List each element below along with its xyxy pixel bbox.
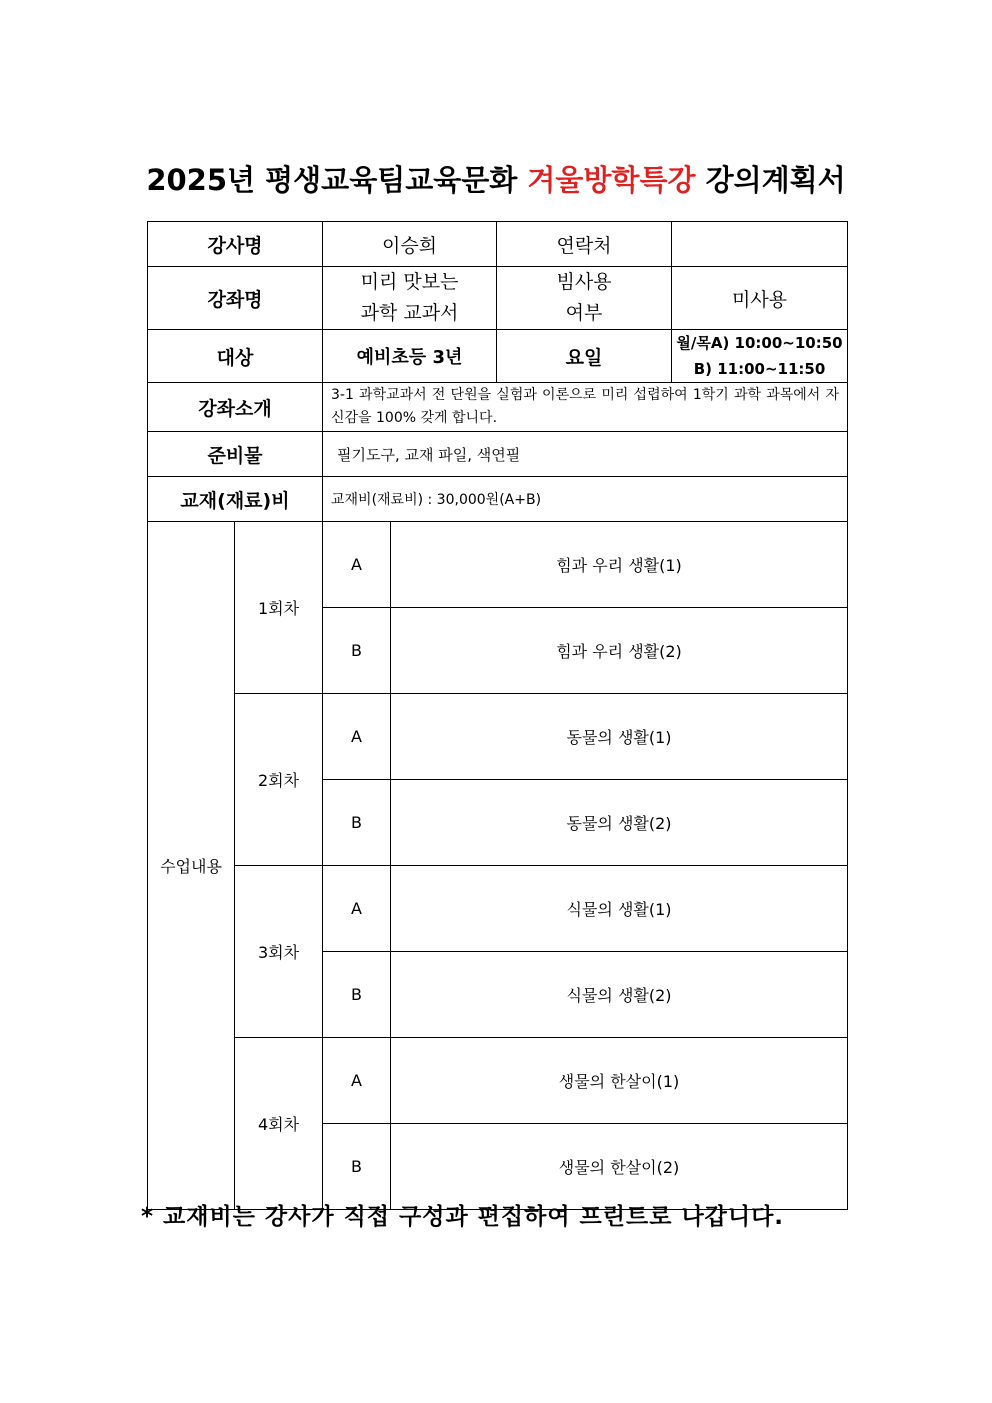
intro-label: 강좌소개 [148,383,323,432]
course-value [323,267,497,330]
instructor-label: 강사명 [148,222,323,267]
row-course [148,267,848,330]
row-instructor [148,222,848,267]
row-intro [148,383,848,432]
session-name: 1회차 [235,522,323,694]
target-value: 예비초등 3년 [323,330,497,383]
target-label: 대상 [148,330,323,383]
part-content: 동물의 생활(1) [391,694,848,780]
table-row [148,1038,848,1124]
part-content: 동물의 생활(2) [391,780,848,866]
title-highlight: 겨울방학특강 [527,163,696,197]
title-prefix: 2025년 평생교육팀교육문화 [146,163,518,197]
contact-value [672,222,848,267]
row-fee [148,477,848,522]
session-name: 3회차 [235,866,323,1038]
session-name: 4회차 [235,1038,323,1210]
part-label: B [323,780,391,866]
footnote: * 교재비는 강사가 직접 구성과 편집하여 프린트로 나갑니다. [141,1204,785,1230]
row-supplies [148,432,848,477]
course-line1: 미리 맛보는 [360,271,459,293]
supplies-value: 필기도구, 교재 파일, 색연필 [323,432,848,477]
part-content: 힘과 우리 생활(1) [391,522,848,608]
day-line2: B) 11:00~11:50 [693,360,826,378]
course-label: 강좌명 [148,267,323,330]
page-title [0,158,992,199]
table-row [148,694,848,780]
day-label: 요일 [497,330,672,383]
part-content: 힘과 우리 생활(2) [391,608,848,694]
contact-label: 연락처 [497,222,672,267]
part-label: B [323,1124,391,1210]
curriculum-label: 수업내용 [148,522,235,1210]
row-target [148,330,848,383]
fee-label: 교재(재료)비 [148,477,323,522]
day-line1: 월/목A) 10:00~10:50 [676,334,843,352]
part-content: 식물의 생활(1) [391,866,848,952]
part-label: A [323,1038,391,1124]
beam-label-line1: 빔사용 [556,271,612,293]
beam-value: 미사용 [672,267,848,330]
part-label: B [323,952,391,1038]
intro-cell [323,383,848,432]
lecture-plan-table [147,221,848,1210]
part-label: A [323,522,391,608]
table-row [148,522,848,608]
part-label: A [323,694,391,780]
course-line2: 과학 교과서 [360,302,459,324]
beam-label-line2: 여부 [565,302,603,324]
part-label: A [323,866,391,952]
table-row [148,866,848,952]
session-name: 2회차 [235,694,323,866]
part-content: 생물의 한살이(1) [391,1038,848,1124]
supplies-label: 준비물 [148,432,323,477]
intro-text: 3-1 과학교과서 전 단원을 실험과 이론으로 미리 섭렵하여 1학기 과학 과목에서 자신감을 100% 갖게 합니다. [331,387,839,426]
part-content: 생물의 한살이(2) [391,1124,848,1210]
part-label: B [323,608,391,694]
beam-label [497,267,672,330]
fee-value: 교재비(재료비) : 30,000원(A+B) [323,477,848,522]
part-content: 식물의 생활(2) [391,952,848,1038]
title-suffix: 강의계획서 [705,163,846,197]
day-value [672,330,848,383]
instructor-value: 이승희 [323,222,497,267]
